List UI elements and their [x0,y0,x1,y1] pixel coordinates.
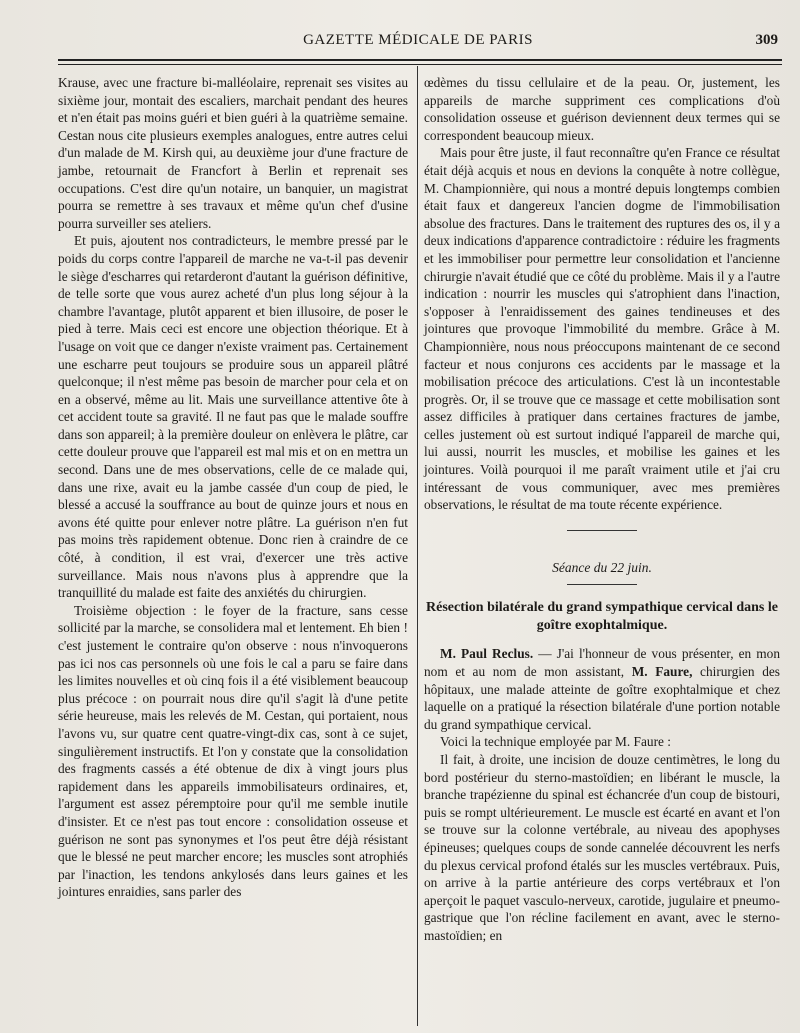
author-name: M. Paul Reclus. [440,646,534,662]
assistant-name: M. Faure, [631,664,693,680]
right-paragraph-3 [424,645,780,733]
left-paragraph-2: Et puis, ajoutent nos contradicteurs, le membre pressé par le poids du corps contre l'appareil de marche ne va-t-il pas devenir le siège d'escharres qui retarderont d'autant la guérison définitive, de telle sorte que vous aurez acheté d'un plus long séjour à la chambre l'avantage, plutôt apparent et bien illusoire, de poser le pied à terre. Mais ceci est encore une objection théorique. Et à l'usage on voit que ce danger n'existe vraiment pas. Certainement une escharre peut toujours se produire sous un appareil plâtré quelconque; il n'est même pas besoin de marcher pour cela et on en a observé, même au lit. Mais une surveillance attentive ôte à cet accident toute sa gravité. Il ne faut pas que le malade souffre dans son appareil; à la première douleur on enlèvera le plâtre, car cette douleur prouve que l'appareil est mal mis et on en mettra un second. Dans une de mes observations, celle de ce malade qui, dans une rixe, avait eu la jambe cassée d'un coup de pied, le blessé a accusé la souffrance au bout de quinze jours et nous en avons été quitte pour enlever notre plâtre. La guérison n'en fut pas moins très rapidement obtenue. Donc rien à craindre de ce côté, à condition, il est vrai, d'exercer une très active surveillance. Mais nous n'avons plus à apprendre que la tranquillité du malade est faite des anxiétés du chirurgien. [58,233,408,601]
running-title: GAZETTE MÉDICALE DE PARIS [303,32,533,48]
column-divider [417,66,418,1026]
right-paragraph-5: Il fait, à droite, une incision de douze centimètres, le long du bord postérieur du sterno-mastoïdien; en libérant le muscle, la branche trapézienne du spinal est échancrée d'un coup de bistouri, puis se rompt ultérieurement. Le muscle est écarté en avant et l'on se trouve sur la colonne vertébrale, au niveau des apophyses épineuses; quelques coups de sonde cannelée découvrent les nerfs du plexus cervical profond étalés sur les muscles vertébraux. Puis, on arrive à la partie antérieure des corps vertébraux et l'on aperçoit le paquet vasculo-nerveux, carotide, jugulaire et pneumo-gastrique que l'on récline facilement en avant, avec le sterno-mastoïdien; en [424,752,780,943]
left-paragraph-3: Troisième objection : le foyer de la fracture, sans cesse sollicité par la marche, se consolidera mal et lentement. Eh bien ! c'est justement le contraire qu'on observe : nous n'invoquerons pas ici nos cas personnels où une fois le cal a paru se faire dans les limites nouvelles et où cinq fois il a été visiblement beaucoup plus précoce : on pourrait nous dire qu'il s'agit là d'une petite série heureuse, mais les relevés de M. Cestan, qui portaient, nous l'avons vu, sur quatre cent quatre-vingt-dix cas, sont à ce sujet, singulièrement instructifs. Et l'on y constate que la consolidation des fragments cassés a été obtenue de dix à vingt jours plus rapidement dans les appareils immobilisateurs ordinaires, et, l'argument est assez péremptoire pour qu'il me semble inutile d'insister. Et ce n'est pas tout encore : consolidation osseuse et guérison ne sont pas synonymes et l'os peut être déjà résistant que le blessé ne peut marcher encore; les muscles sont atrophiés par l'inaction, les tendons ankylosés dans leurs gaines et les jointures enraidies, sans parler des [58,602,408,900]
intro-text: — J'ai l'honneur de vous présenter, en mon nom et au nom de mon assistant, [424,646,780,680]
left-paragraph-1: Krause, avec une fracture bi-malléolaire, reprenait ses visites au sixième jour, montait des escaliers, marchait pendant des heures et n'en était pas moins guéri et bien guéri à la quatrième semaine. Cestan nous cite plusieurs exemples analogues, entre autres celui d'un malade de M. Kirsh qui, au deuxième jour d'une fracture de jambe, retournait de Francfort à Berlin et reprenait ses occupations. C'est dire qu'un notaire, un banquier, un magistrat pourra se remettre à ses travaux et même qu'un chef d'usine pourra surveiller ses ateliers. [58,75,408,231]
header-rule-thin [58,64,782,65]
section-rule-bottom [567,584,637,585]
right-paragraph-4: Voici la technique employée par M. Faure : [440,734,671,750]
page-number: 309 [755,32,778,48]
session-date-heading: Séance du 22 juin. [552,559,652,575]
right-column [424,74,780,945]
left-column [58,74,408,901]
section-rule-top [567,530,637,531]
article-title: Résection bilatérale du grand sympathique cervical dans le goître exophtalmique. [426,600,778,634]
intro-text-end: chirurgien des hôpitaux, une malade atteinte de goître exophtalmique et chez laquelle on a pratiqué la résection bilatérale d'une portion notable du grand sympathique cervical. [424,664,780,732]
right-paragraph-2: Mais pour être juste, il faut reconnaître qu'en France ce résultat était déjà acquis et nous en devions la conquête à notre collègue, M. Championnière, qui nous a montré depuis longtemps combien était faux et dangereux l'ancien dogme de l'immobilisation absolue des fractures. Dans le traitement des ruptures des os, il y a deux indications d'apparence contradictoire : réduire les fragments et les immobiliser pour permettre leur consolidation et l'ancienne chirurgie n'avait étudié que ce côté du problème. Mais il y a l'autre indication : nourrir les muscles qui s'atrophient dans l'inaction, s'opposer à l'enraidissement des gaines tendineuses et des jointures que provoque l'immobilité du membre. Grâce à M. Championnière, nous nous préoccupons maintenant de ce second facteur et nous conjurons ces accidents par le massage et la mobilisation précoce des articulations. C'est là un incontestable progrès. Or, il se trouve que ce massage et cette mobilisation sont assez difficiles à pratiquer dans certaines fractures de jambe, celles justement où est surtout indiqué l'appareil de marche qui, lui aussi, nourrit les muscles, et mobilise les gaines et les jointures. Voilà pourquoi il me paraît vraiment utile et j'ai cru intéressant de vous communiquer, avec mes premières observations, le résultat de ma toute récente expérience. [424,145,780,513]
right-paragraph-1: œdèmes du tissu cellulaire et de la peau. Or, justement, les appareils de marche suppriment ces complications d'où consolidation osseuse et guérison deviennent deux termes qui se correspondent beaucoup mieux. [424,75,780,143]
header-rule-thick [58,59,782,61]
page-header [58,32,778,54]
